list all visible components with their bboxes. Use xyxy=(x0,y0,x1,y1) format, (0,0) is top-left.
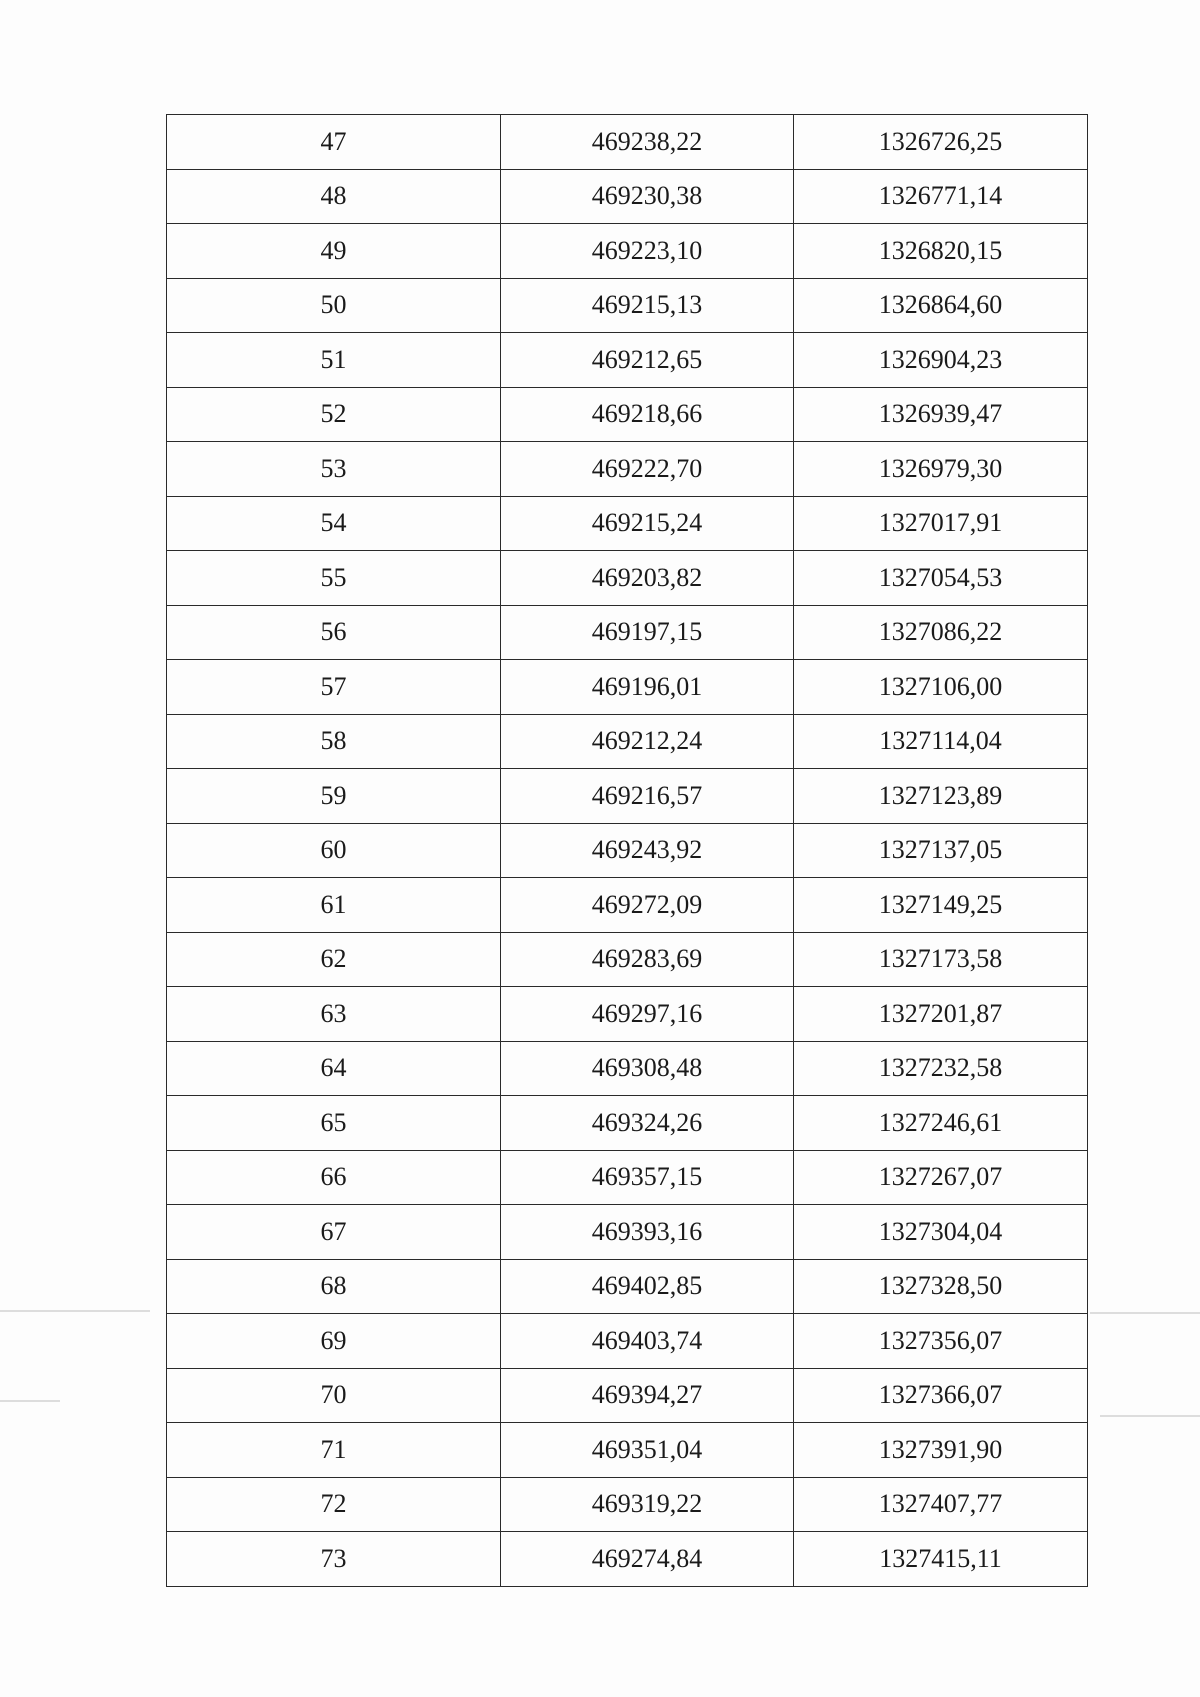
coordinates-table xyxy=(166,114,1088,1587)
x-coordinate-cell: 469215,13 xyxy=(501,278,794,333)
table-row xyxy=(167,1477,1088,1532)
x-coordinate-cell: 469197,15 xyxy=(501,605,794,660)
y-coordinate-cell: 1327415,11 xyxy=(794,1532,1088,1587)
coordinates-table-body xyxy=(167,115,1088,1587)
table-row xyxy=(167,1314,1088,1369)
y-coordinate-cell: 1327246,61 xyxy=(794,1096,1088,1151)
y-coordinate-cell: 1327017,91 xyxy=(794,496,1088,551)
y-coordinate-cell: 1326864,60 xyxy=(794,278,1088,333)
point-number-cell: 52 xyxy=(167,387,501,442)
table-row xyxy=(167,1423,1088,1478)
y-coordinate-cell: 1327123,89 xyxy=(794,769,1088,824)
point-number-cell: 62 xyxy=(167,932,501,987)
point-number-cell: 58 xyxy=(167,714,501,769)
x-coordinate-cell: 469324,26 xyxy=(501,1096,794,1151)
table-row xyxy=(167,1368,1088,1423)
x-coordinate-cell: 469230,38 xyxy=(501,169,794,224)
point-number-cell: 50 xyxy=(167,278,501,333)
scan-artifact xyxy=(0,1310,150,1312)
point-number-cell: 66 xyxy=(167,1150,501,1205)
table-row xyxy=(167,1150,1088,1205)
y-coordinate-cell: 1327407,77 xyxy=(794,1477,1088,1532)
x-coordinate-cell: 469212,65 xyxy=(501,333,794,388)
table-row xyxy=(167,442,1088,497)
table-row xyxy=(167,932,1088,987)
table-row xyxy=(167,1041,1088,1096)
y-coordinate-cell: 1327054,53 xyxy=(794,551,1088,606)
x-coordinate-cell: 469215,24 xyxy=(501,496,794,551)
table-row xyxy=(167,1096,1088,1151)
table-row xyxy=(167,496,1088,551)
point-number-cell: 71 xyxy=(167,1423,501,1478)
x-coordinate-cell: 469308,48 xyxy=(501,1041,794,1096)
table-row xyxy=(167,551,1088,606)
point-number-cell: 55 xyxy=(167,551,501,606)
table-row xyxy=(167,1205,1088,1260)
x-coordinate-cell: 469243,92 xyxy=(501,823,794,878)
y-coordinate-cell: 1327114,04 xyxy=(794,714,1088,769)
point-number-cell: 56 xyxy=(167,605,501,660)
point-number-cell: 57 xyxy=(167,660,501,715)
x-coordinate-cell: 469351,04 xyxy=(501,1423,794,1478)
table-row xyxy=(167,169,1088,224)
x-coordinate-cell: 469222,70 xyxy=(501,442,794,497)
point-number-cell: 64 xyxy=(167,1041,501,1096)
table-row xyxy=(167,115,1088,170)
x-coordinate-cell: 469218,66 xyxy=(501,387,794,442)
point-number-cell: 49 xyxy=(167,224,501,279)
table-row xyxy=(167,823,1088,878)
scan-artifact xyxy=(0,1400,60,1402)
point-number-cell: 61 xyxy=(167,878,501,933)
x-coordinate-cell: 469283,69 xyxy=(501,932,794,987)
scan-artifact xyxy=(1090,1312,1200,1314)
point-number-cell: 68 xyxy=(167,1259,501,1314)
x-coordinate-cell: 469196,01 xyxy=(501,660,794,715)
table-row xyxy=(167,1259,1088,1314)
table-row xyxy=(167,333,1088,388)
point-number-cell: 67 xyxy=(167,1205,501,1260)
scan-artifact xyxy=(1100,1415,1200,1417)
y-coordinate-cell: 1327137,05 xyxy=(794,823,1088,878)
x-coordinate-cell: 469223,10 xyxy=(501,224,794,279)
x-coordinate-cell: 469319,22 xyxy=(501,1477,794,1532)
point-number-cell: 48 xyxy=(167,169,501,224)
y-coordinate-cell: 1327267,07 xyxy=(794,1150,1088,1205)
y-coordinate-cell: 1327304,04 xyxy=(794,1205,1088,1260)
table-row xyxy=(167,224,1088,279)
x-coordinate-cell: 469357,15 xyxy=(501,1150,794,1205)
point-number-cell: 63 xyxy=(167,987,501,1042)
point-number-cell: 51 xyxy=(167,333,501,388)
table-row xyxy=(167,660,1088,715)
point-number-cell: 60 xyxy=(167,823,501,878)
point-number-cell: 65 xyxy=(167,1096,501,1151)
y-coordinate-cell: 1327232,58 xyxy=(794,1041,1088,1096)
x-coordinate-cell: 469274,84 xyxy=(501,1532,794,1587)
y-coordinate-cell: 1326820,15 xyxy=(794,224,1088,279)
table-row xyxy=(167,714,1088,769)
y-coordinate-cell: 1327201,87 xyxy=(794,987,1088,1042)
point-number-cell: 70 xyxy=(167,1368,501,1423)
y-coordinate-cell: 1327391,90 xyxy=(794,1423,1088,1478)
y-coordinate-cell: 1327328,50 xyxy=(794,1259,1088,1314)
x-coordinate-cell: 469203,82 xyxy=(501,551,794,606)
x-coordinate-cell: 469402,85 xyxy=(501,1259,794,1314)
table-row xyxy=(167,769,1088,824)
y-coordinate-cell: 1326904,23 xyxy=(794,333,1088,388)
x-coordinate-cell: 469238,22 xyxy=(501,115,794,170)
table-row xyxy=(167,387,1088,442)
point-number-cell: 69 xyxy=(167,1314,501,1369)
point-number-cell: 53 xyxy=(167,442,501,497)
y-coordinate-cell: 1327173,58 xyxy=(794,932,1088,987)
x-coordinate-cell: 469403,74 xyxy=(501,1314,794,1369)
y-coordinate-cell: 1327149,25 xyxy=(794,878,1088,933)
x-coordinate-cell: 469272,09 xyxy=(501,878,794,933)
x-coordinate-cell: 469297,16 xyxy=(501,987,794,1042)
y-coordinate-cell: 1327356,07 xyxy=(794,1314,1088,1369)
point-number-cell: 54 xyxy=(167,496,501,551)
x-coordinate-cell: 469393,16 xyxy=(501,1205,794,1260)
y-coordinate-cell: 1326726,25 xyxy=(794,115,1088,170)
table-row xyxy=(167,878,1088,933)
point-number-cell: 72 xyxy=(167,1477,501,1532)
point-number-cell: 73 xyxy=(167,1532,501,1587)
y-coordinate-cell: 1327366,07 xyxy=(794,1368,1088,1423)
y-coordinate-cell: 1327106,00 xyxy=(794,660,1088,715)
table-row xyxy=(167,987,1088,1042)
y-coordinate-cell: 1327086,22 xyxy=(794,605,1088,660)
y-coordinate-cell: 1326771,14 xyxy=(794,169,1088,224)
point-number-cell: 47 xyxy=(167,115,501,170)
y-coordinate-cell: 1326979,30 xyxy=(794,442,1088,497)
table-row xyxy=(167,1532,1088,1587)
x-coordinate-cell: 469216,57 xyxy=(501,769,794,824)
x-coordinate-cell: 469212,24 xyxy=(501,714,794,769)
table-row xyxy=(167,278,1088,333)
x-coordinate-cell: 469394,27 xyxy=(501,1368,794,1423)
y-coordinate-cell: 1326939,47 xyxy=(794,387,1088,442)
table-row xyxy=(167,605,1088,660)
point-number-cell: 59 xyxy=(167,769,501,824)
